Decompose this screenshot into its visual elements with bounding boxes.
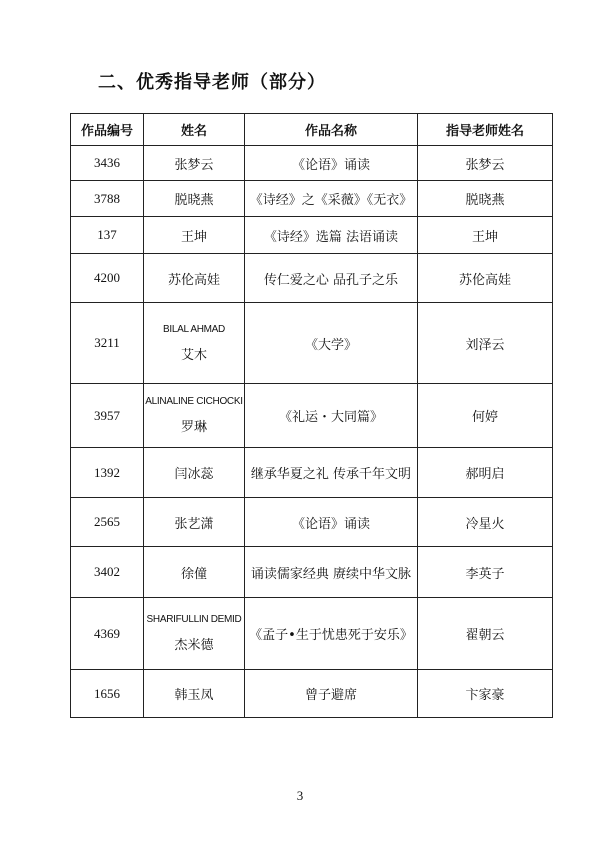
table-row (71, 547, 553, 598)
cell-teacher: 翟朝云 (418, 598, 553, 670)
cell-id: 3402 (71, 547, 144, 598)
cell-work: 诵读儒家经典 赓续中华文脉 (245, 547, 418, 598)
cell-name (144, 598, 245, 670)
cell-work: 《孟子•生于忧患死于安乐》 (245, 598, 418, 670)
awards-table (70, 113, 553, 718)
table-row (71, 254, 553, 303)
cell-id: 3436 (71, 146, 144, 181)
cell-id: 3788 (71, 181, 144, 217)
cell-name: 张梦云 (144, 146, 245, 181)
cell-name: 苏伦高娃 (144, 254, 245, 303)
cell-work: 《大学》 (245, 303, 418, 384)
cell-name: 王坤 (144, 217, 245, 254)
cell-teacher: 脱晓燕 (418, 181, 553, 217)
cell-teacher: 苏伦高娃 (418, 254, 553, 303)
name-latin: ALINALINE CICHOCKI (145, 396, 243, 407)
section-heading: 二、优秀指导老师（部分） (98, 72, 326, 93)
table-row (71, 303, 553, 384)
cell-id: 2565 (71, 498, 144, 547)
cell-work: 《诗经》之《采薇》《无衣》 (245, 181, 418, 217)
header-teacher: 指导老师姓名 (418, 114, 553, 146)
name-chinese: 罗琳 (180, 420, 207, 435)
cell-id: 3957 (71, 384, 144, 448)
name-latin: SHARIFULLIN DEMID (146, 614, 242, 625)
cell-teacher: 卞家豪 (418, 670, 553, 718)
cell-id: 3211 (71, 303, 144, 384)
name-latin: BILAL AHMAD (163, 323, 225, 335)
cell-teacher: 李英子 (418, 547, 553, 598)
cell-id: 1392 (71, 448, 144, 498)
table-row (71, 498, 553, 547)
cell-name: 韩玉凤 (144, 670, 245, 718)
cell-name: 闫冰蕊 (144, 448, 245, 498)
cell-name: 脱晓燕 (144, 181, 245, 217)
name-chinese: 艾木 (180, 347, 207, 363)
header-id: 作品编号 (71, 114, 144, 146)
cell-teacher: 冷星火 (418, 498, 553, 547)
cell-teacher: 刘泽云 (418, 303, 553, 384)
cell-name: 徐僮 (144, 547, 245, 598)
cell-teacher: 何婷 (418, 384, 553, 448)
table-row (71, 670, 553, 718)
cell-work: 《论语》诵读 (245, 146, 418, 181)
cell-id: 4200 (71, 254, 144, 303)
cell-name (144, 303, 245, 384)
cell-name (144, 384, 245, 448)
cell-work: 《论语》诵读 (245, 498, 418, 547)
table-row (71, 146, 553, 181)
cell-work: 曾子避席 (245, 670, 418, 718)
cell-teacher: 张梦云 (418, 146, 553, 181)
table-header-row (71, 114, 553, 146)
cell-id: 1656 (71, 670, 144, 718)
cell-teacher: 王坤 (418, 217, 553, 254)
table-row (71, 448, 553, 498)
cell-id: 4369 (71, 598, 144, 670)
table-row (71, 181, 553, 217)
cell-work: 《礼运・大同篇》 (245, 384, 418, 448)
cell-work: 《诗经》选篇 法语诵读 (245, 217, 418, 254)
cell-work: 继承华夏之礼 传承千年文明 (245, 448, 418, 498)
cell-id: 137 (71, 217, 144, 254)
header-work: 作品名称 (245, 114, 418, 146)
table-row (71, 217, 553, 254)
name-chinese: 杰米德 (174, 638, 214, 653)
cell-name: 张艺潇 (144, 498, 245, 547)
table-row (71, 598, 553, 670)
cell-work: 传仁爱之心 品孔子之乐 (245, 254, 418, 303)
table-row (71, 384, 553, 448)
page-number: 3 (296, 788, 304, 803)
cell-teacher: 郝明启 (418, 448, 553, 498)
header-name: 姓名 (144, 114, 245, 146)
